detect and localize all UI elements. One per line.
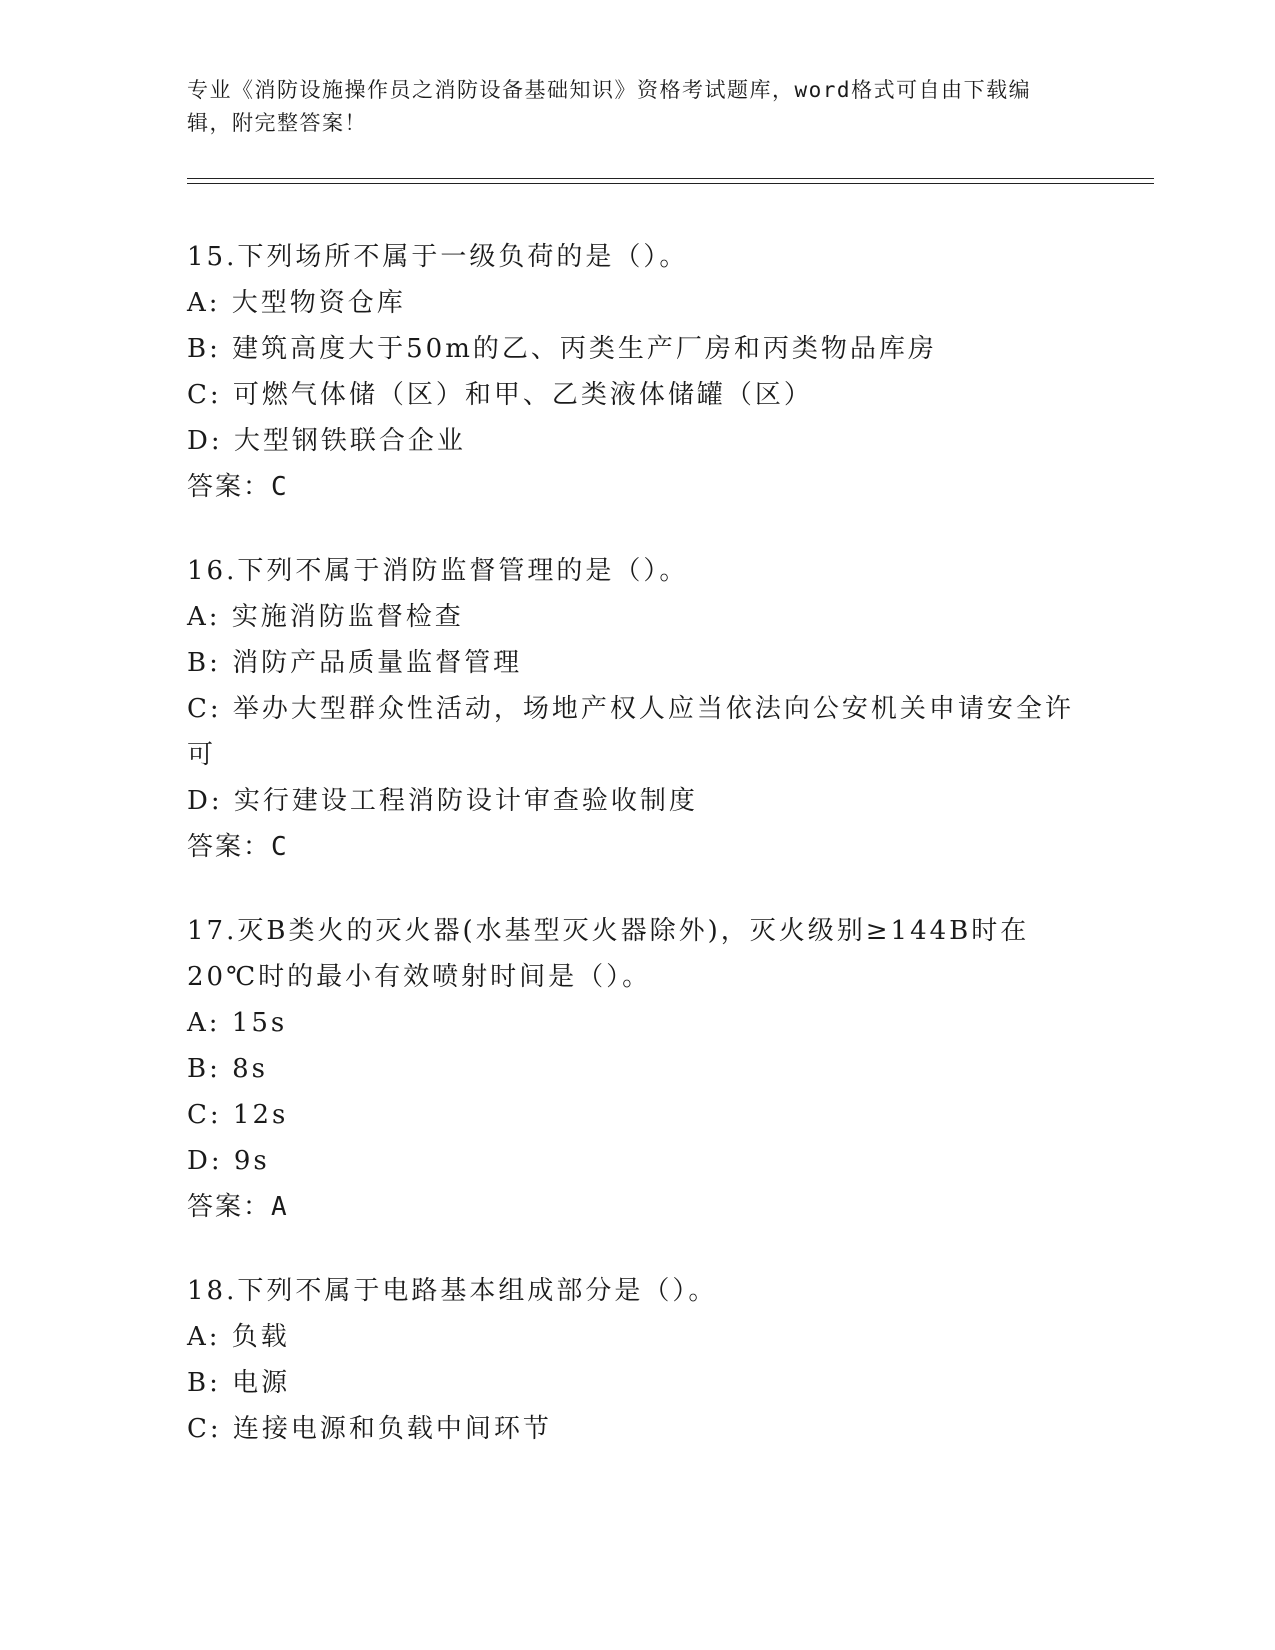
- option-d: D: 大型钢铁联合企业: [187, 426, 466, 456]
- answer-label: 答案：C: [187, 832, 289, 862]
- question-18: [187, 1268, 1087, 1452]
- document-header: [187, 74, 1067, 140]
- option-a: A: 大型物资仓库: [187, 288, 406, 318]
- option-d: D: 实行建设工程消防设计审查验收制度: [187, 786, 698, 816]
- option-c: C: 举办大型群众性活动，场地产权人应当依法向公安机关申请安全许可: [187, 694, 1074, 770]
- header-divider-top: [187, 178, 1154, 179]
- header-divider-bottom: [187, 183, 1154, 184]
- option-a: A: 实施消防监督检查: [187, 602, 464, 632]
- question-16: [187, 548, 1087, 870]
- question-15: [187, 234, 1087, 510]
- option-c: C: 可燃气体储（区）和甲、乙类液体储罐（区）: [187, 380, 813, 410]
- option-b: B: 电源: [187, 1368, 291, 1398]
- header-text: 专业《消防设施操作员之消防设备基础知识》资格考试题库，word格式可自由下载编辑，附完整答案！: [187, 78, 1032, 135]
- option-b: B: 8s: [187, 1054, 269, 1084]
- answer-label: 答案：A: [187, 1192, 289, 1222]
- option-c: C: 连接电源和负载中间环节: [187, 1414, 552, 1444]
- question-list: [187, 234, 1087, 1490]
- option-a: A: 负载: [187, 1322, 290, 1352]
- question-17: [187, 908, 1087, 1230]
- option-d: D: 9s: [187, 1146, 270, 1176]
- question-stem: 17.灭B类火的灭火器(水基型灭火器除外)，灭火级别≥144B时在20℃时的最小有效喷射时间是（）。: [187, 916, 1030, 992]
- option-c: C: 12s: [187, 1100, 289, 1130]
- option-a: A: 15s: [187, 1008, 288, 1038]
- answer-label: 答案：C: [187, 472, 289, 502]
- question-stem: 16.下列不属于消防监督管理的是（）。: [187, 556, 689, 586]
- option-b: B: 消防产品质量监督管理: [187, 648, 523, 678]
- option-b: B: 建筑高度大于50m的乙、丙类生产厂房和丙类物品库房: [187, 334, 937, 364]
- question-stem: 18.下列不属于电路基本组成部分是（）。: [187, 1276, 718, 1306]
- question-stem: 15.下列场所不属于一级负荷的是（）。: [187, 242, 689, 272]
